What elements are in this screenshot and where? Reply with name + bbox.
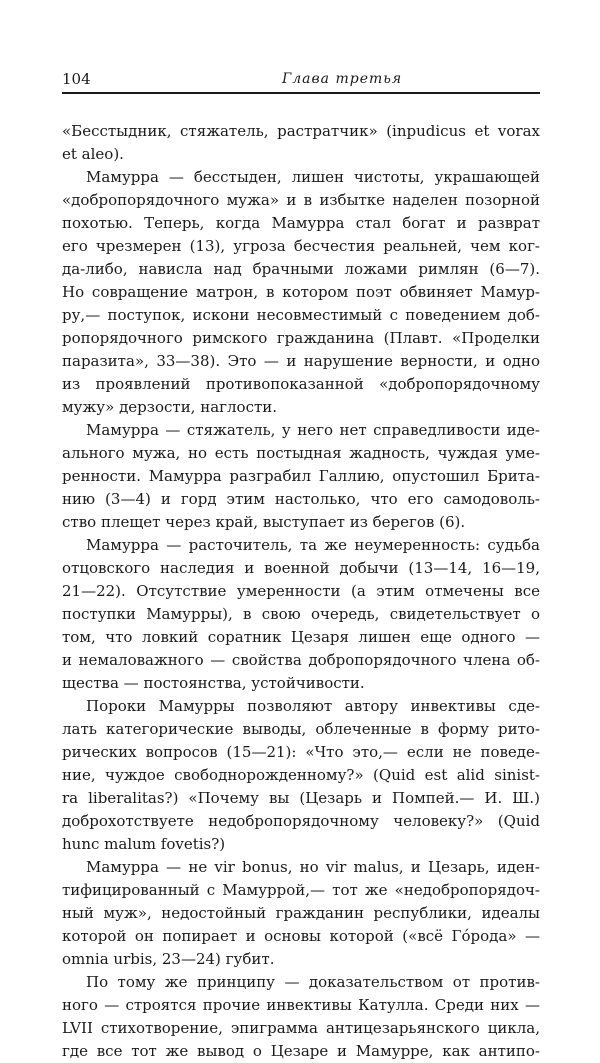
text-line: мужу» дерзости, наглости. — [62, 398, 278, 416]
text-line: Но совращение матрон, в котором поэт обвиняет Мамур- — [62, 283, 540, 301]
header-rule — [62, 92, 540, 94]
text-line: ального мужа, но есть постыдная жадность, чуждая уме- — [62, 444, 540, 462]
text-line: и немаловажного — свойства добропорядочного члена об- — [62, 651, 540, 669]
text-line: По тому же принципу — доказательством от против- — [86, 973, 540, 991]
text-line: ra liberalitas?) «Почему вы (Цезарь и Помпей.— И. Ш.) — [62, 789, 540, 807]
text-line: которой он попирает и основы которой («всё Гóрода» — — [62, 927, 540, 945]
text-line: ропорядочного римского гражданина (Плавт. «Проделки — [62, 329, 540, 347]
text-line: его чрезмерен (13), угроза бесчестия реальней, чем ког- — [62, 237, 540, 255]
chapter-title: Глава третья — [282, 71, 403, 87]
text-line: hunc malum fovetis?) — [62, 835, 226, 853]
text-line: похотью. Теперь, когда Мамурра стал богат и разврат — [62, 214, 540, 232]
text-line: где все тот же вывод о Цезаре и Мамурре, как антипо- — [62, 1042, 540, 1060]
text-line: доброхотствуете недобропорядочному человеку?» (Quid — [62, 812, 540, 830]
text-line: omnia urbis, 23—24) губит. — [62, 950, 275, 968]
text-line: Мамурра — не vir bonus, но vir malus, и Цезарь, иден- — [86, 858, 540, 876]
text-line: том, что ловкий соратник Цезаря лишен еще одного — — [62, 628, 540, 646]
page-number: 104 — [62, 70, 91, 88]
text-line: нию (3—4) и горд этим настолько, что его самодоволь- — [62, 490, 540, 508]
text-line: паразита», 33—38). Это — и нарушение верности, и одно — [62, 352, 540, 370]
text-line: отцовского наследия и военной добычи (13—14, 16—19, — [62, 559, 540, 577]
text-line: LVII стихотворение, эпиграмма антицезарьянского цикла, — [62, 1019, 540, 1037]
text-line: ство плещет через край, выступает из берегов (6). — [62, 513, 466, 531]
text-line: да-либо, нависла над брачными ложами римлян (6—7). — [62, 260, 540, 278]
text-line: 21—22). Отсутствие умеренности (а этим отмечены все — [62, 582, 540, 600]
text-line: ренности. Мамурра разграбил Галлию, опустошил Брита- — [62, 467, 540, 485]
text-line: Пороки Мамурры позволяют автору инвективы сде- — [86, 697, 540, 715]
text-line: ру,— поступок, искони несовместимый с поведением доб- — [62, 306, 540, 324]
text-line: Мамурра — бесстыден, лишен чистоты, украшающей — [86, 168, 540, 186]
text-line: ный муж», недостойный гражданин республики, идеалы — [62, 904, 540, 922]
text-line: поступки Мамурры), в свою очередь, свидетельствует о — [62, 605, 540, 623]
text-line: рических вопросов (15—21): «Что это,— если не поведе- — [62, 743, 540, 761]
text-line: лать категорические выводы, облеченные в форму рито- — [62, 720, 540, 738]
text-line: тифицированный с Мамуррой,— тот же «недобропорядоч- — [62, 881, 540, 899]
text-line: et aleo). — [62, 145, 124, 163]
text-line: щества — постоянства, устойчивости. — [62, 674, 365, 692]
text-line: из проявлений противопоказанной «добропорядочному — [62, 375, 540, 393]
text-line: ние, чуждое свободнорожденному?» (Quid est alid sinist- — [62, 766, 540, 784]
text-line: ного — строятся прочие инвективы Катулла. Среди них — — [62, 996, 540, 1014]
running-head — [62, 70, 540, 90]
text-line: Мамурра — стяжатель, у него нет справедливости иде- — [86, 421, 540, 439]
text-line: «добропорядочного мужа» и в избытке наделен позорной — [62, 191, 540, 209]
body-text — [62, 120, 540, 1063]
text-line: Мамурра — расточитель, та же неумеренность: судьба — [86, 536, 540, 554]
text-line: «Бесстыдник, стяжатель, растратчик» (inpudicus et vorax — [62, 122, 540, 140]
